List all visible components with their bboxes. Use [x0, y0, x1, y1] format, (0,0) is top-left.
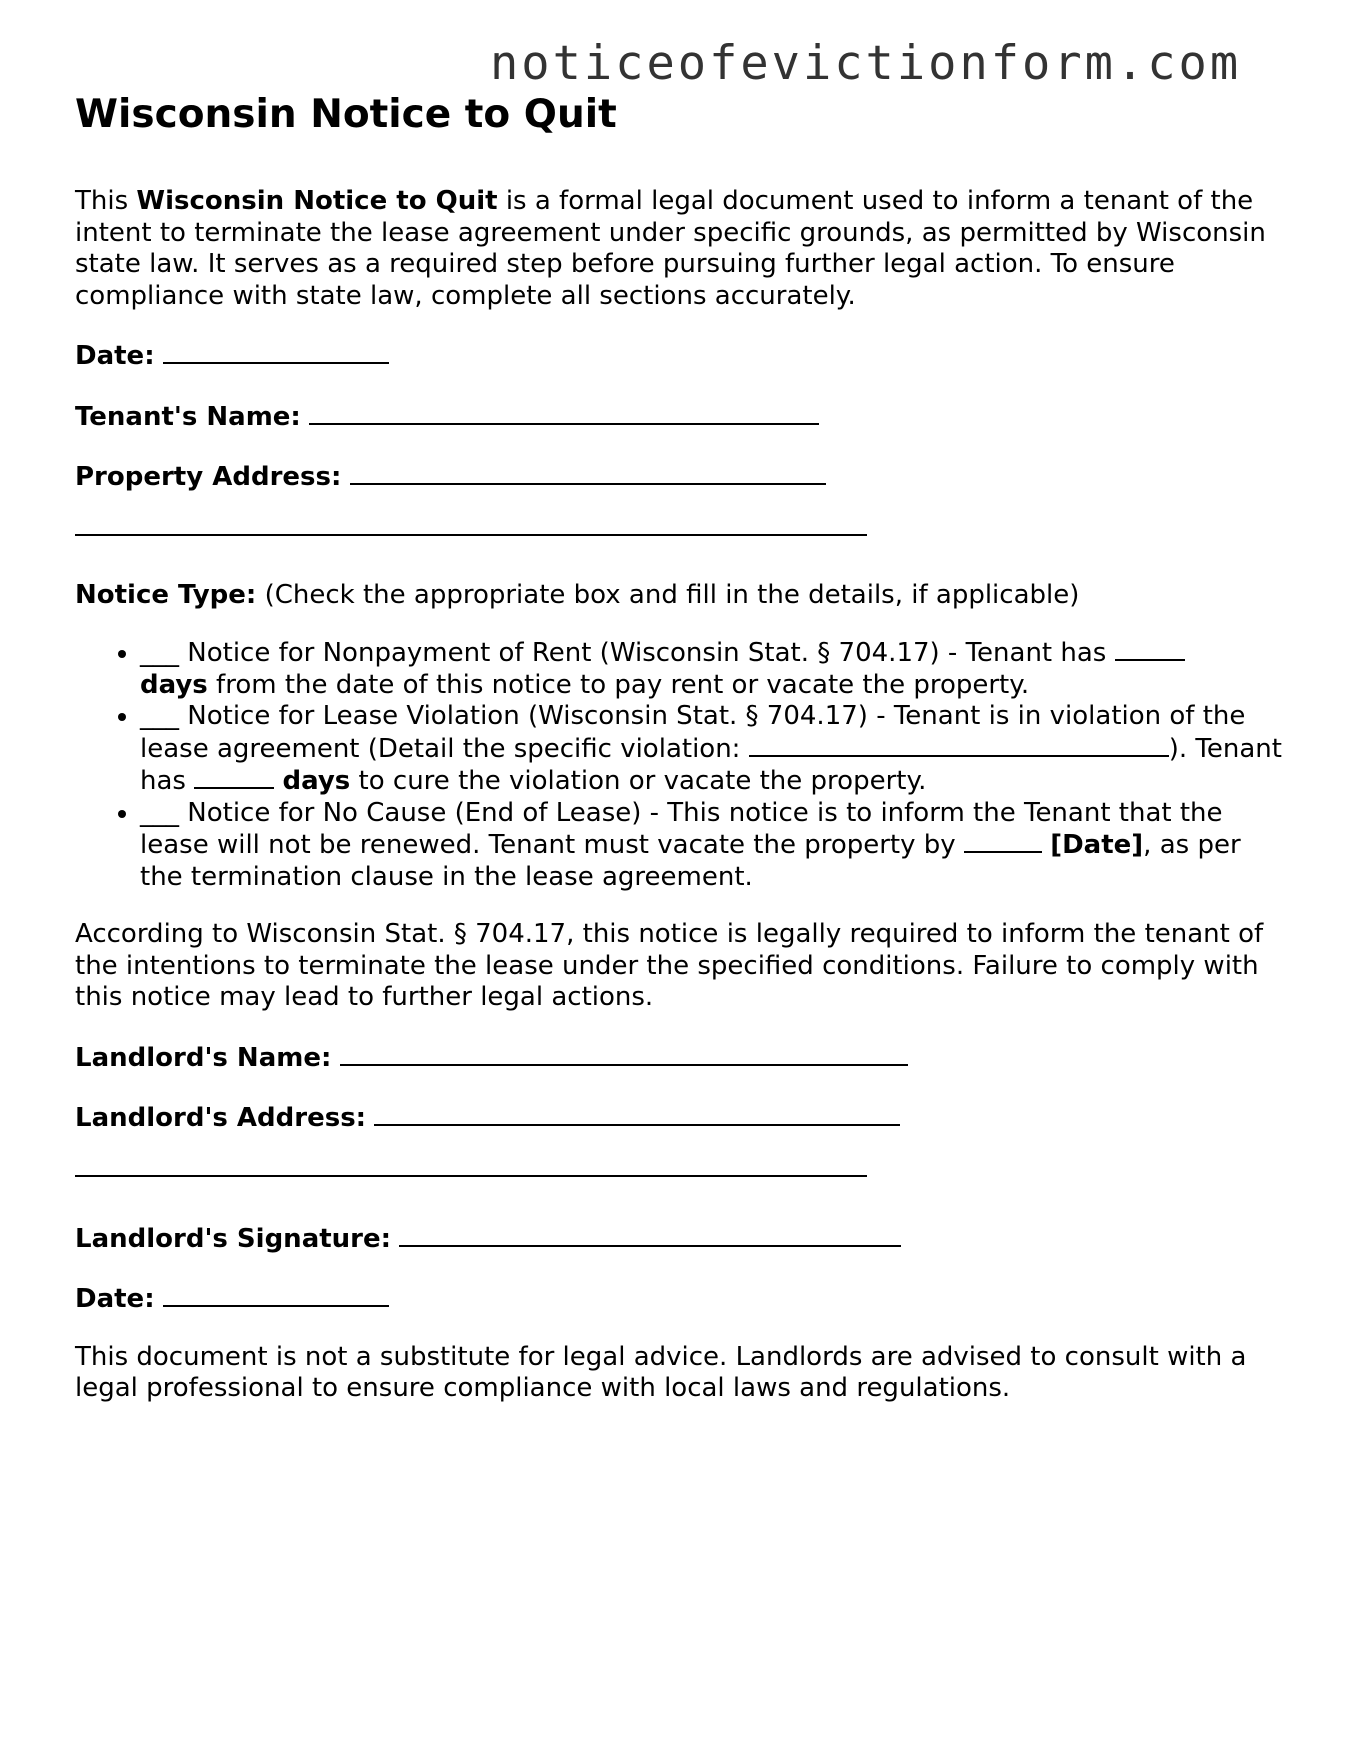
disclaimer: This document is not a substitute for legal advice. Landlords are advised to consult with a legal professional to ensure compliance with local laws and regulations.: [75, 1341, 1247, 1403]
notice-type-label: Notice Type:: [75, 579, 257, 610]
notice-type-heading: [75, 580, 1290, 612]
no-cause-text: Notice for No Cause (End of Lease) - This notice is to inform the Tenant that the lease will not be renewed. Tenant must vacate the property by: [140, 797, 1223, 860]
no-cause-date-label: [Date]: [1050, 830, 1144, 860]
violation-days-label: days: [282, 766, 351, 796]
violation-detail-blank[interactable]: [749, 733, 1169, 757]
notice-option-nonpayment: [140, 637, 1290, 701]
date-label: Date:: [75, 341, 155, 371]
property-address-label: Property Address:: [75, 462, 342, 492]
document-page: [75, 92, 1290, 1405]
notice-type-list: [75, 637, 1290, 893]
notice-type-instruction: (Check the appropriate box and fill in the details, if applicable): [256, 579, 1080, 610]
landlord-name-label: Landlord's Name:: [75, 1042, 332, 1073]
date2-label: Date:: [75, 1284, 155, 1314]
tenant-name-field: [75, 399, 1290, 434]
nonpayment-days-label: days: [140, 669, 208, 700]
violation-text-end: to cure the violation or vacate the property.: [350, 766, 927, 796]
date2-field: [75, 1281, 1290, 1316]
nonpayment-days-blank[interactable]: [1115, 637, 1185, 661]
document-title: Wisconsin Notice to Quit: [75, 92, 617, 137]
no-cause-checkbox[interactable]: ___: [140, 797, 179, 828]
intro-rest: is a formal legal document used to inform a tenant of the intent to terminate the lease agreement under specific grounds, as permitted by Wisconsin state law. It serves as a required step before pursuing further legal action. To ensure compliance with state law, complete all sections accurately.: [75, 186, 1266, 311]
intro-bold: Wisconsin Notice to Quit: [136, 186, 498, 216]
legal-statement: According to Wisconsin Stat. § 704.17, this notice is legally required to inform the tenant of the intentions to terminate the lease under the specified conditions. Failure to comply with this notice may lead to further legal actions.: [75, 919, 1264, 1012]
notice-option-lease-violation: [140, 701, 1290, 798]
landlord-address-label: Landlord's Address:: [75, 1103, 367, 1133]
watermark: noticeofevictionform.com: [490, 36, 1242, 91]
property-address-line2[interactable]: [75, 532, 867, 536]
nonpayment-checkbox[interactable]: ___: [140, 638, 179, 668]
violation-checkbox[interactable]: ___: [140, 701, 179, 731]
tenant-name-label: Tenant's Name:: [75, 401, 301, 432]
intro-lead: This: [75, 186, 137, 216]
no-cause-date-blank[interactable]: [964, 829, 1042, 853]
intro-paragraph: [75, 186, 1290, 312]
violation-text: Notice for Lease Violation (Wisconsin Stat. § 704.17) - Tenant is in violation of the lease agreement (Detail the specific violation:: [140, 701, 1246, 764]
no-cause-text-end: , as per the termination clause in the lease agreement.: [140, 830, 1241, 892]
landlord-signature-field: [75, 1221, 1290, 1256]
landlord-name-blank[interactable]: [340, 1040, 908, 1066]
property-address-field: [75, 459, 1290, 494]
property-address-blank[interactable]: [350, 459, 826, 485]
violation-text-mid: ). Tenant has: [140, 733, 1282, 796]
nonpayment-text: Notice for Nonpayment of Rent (Wisconsin Stat. § 704.17) - Tenant has: [179, 638, 1115, 668]
date-field: [75, 338, 1290, 373]
date-blank[interactable]: [163, 338, 389, 364]
landlord-address-field: [75, 1100, 1290, 1135]
landlord-name-field: [75, 1040, 1290, 1075]
date2-blank[interactable]: [163, 1281, 389, 1307]
violation-days-blank[interactable]: [194, 765, 274, 789]
notice-option-no-cause: [140, 798, 1290, 894]
tenant-name-blank[interactable]: [309, 399, 819, 425]
landlord-signature-label: Landlord's Signature:: [75, 1223, 392, 1254]
landlord-address-blank[interactable]: [374, 1100, 900, 1126]
landlord-address-line2[interactable]: [75, 1173, 867, 1177]
landlord-signature-blank[interactable]: [399, 1221, 901, 1247]
nonpayment-text-end: from the date of this notice to pay rent or vacate the property.: [207, 669, 1030, 700]
